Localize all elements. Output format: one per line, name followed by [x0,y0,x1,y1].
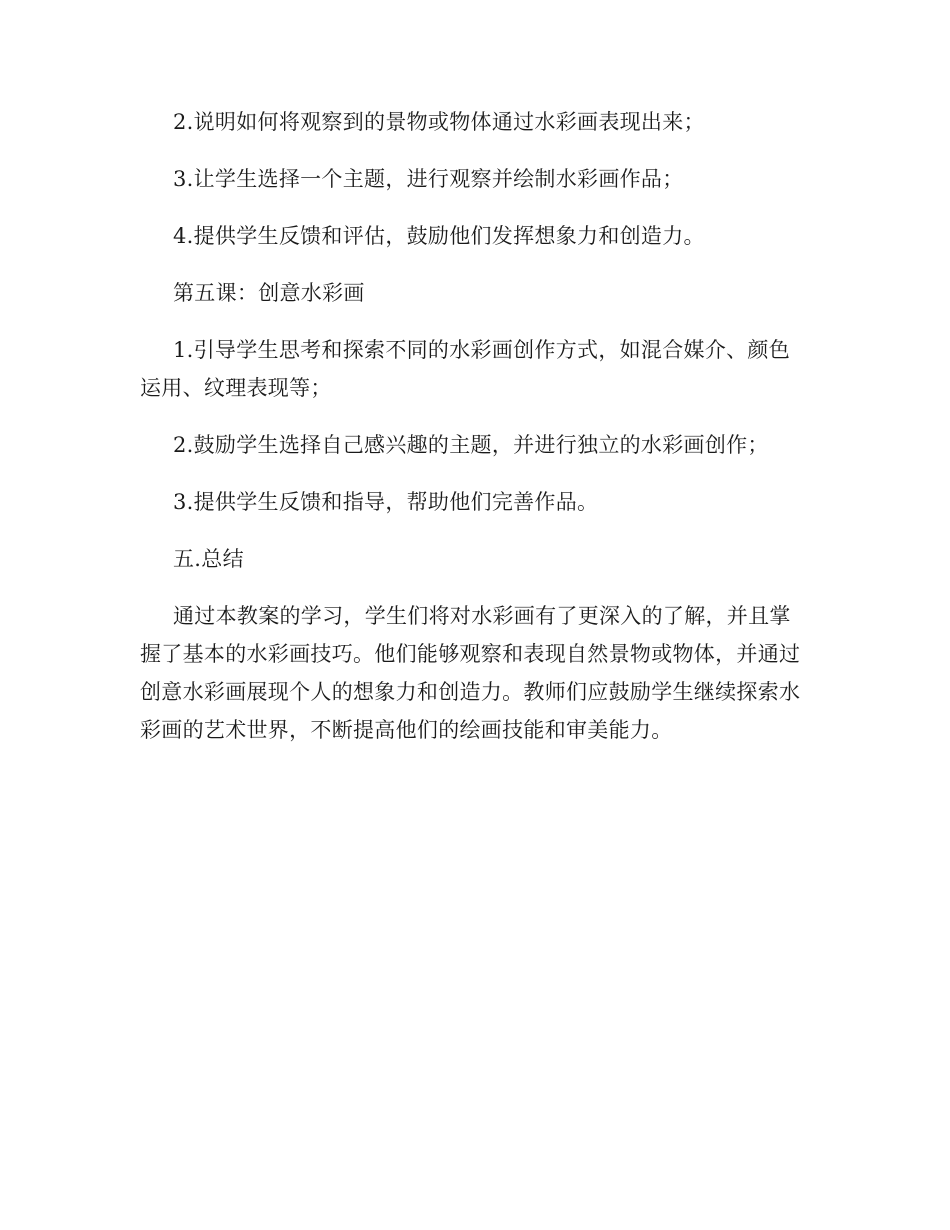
summary-paragraph: 通过本教案的学习，学生们将对水彩画有了更深入的了解，并且掌握了基本的水彩画技巧。他们能够观察和表现自然景物或物体，并通过创意水彩画展现个人的想象力和创造力。教师们应鼓励学生继续探索水彩画的艺术世界，不断提高他们的绘画技能和审美能力。 [140,604,801,742]
list-item-step-3: 3.让学生选择一个主题，进行观察并绘制水彩画作品； [173,167,684,191]
list-item-lesson5-step-2: 2.鼓励学生选择自己感兴趣的主题，并进行独立的水彩画创作； [173,433,769,457]
document-body [140,103,808,749]
list-item-step-2: 2.说明如何将观察到的景物或物体通过水彩画表现出来； [173,110,705,134]
section-heading-summary: 五.总结 [173,547,244,571]
list-item-lesson5-step-3: 3.提供学生反馈和指导，帮助他们完善作品。 [173,490,599,514]
list-item-lesson5-step-1: 1.引导学生思考和探索不同的水彩画创作方式，如混合媒介、颜色运用、纹理表现等； [140,338,791,400]
lesson-heading: 第五课：创意水彩画 [173,281,365,305]
list-item-step-4: 4.提供学生反馈和评估，鼓励他们发挥想象力和创造力。 [173,224,705,248]
